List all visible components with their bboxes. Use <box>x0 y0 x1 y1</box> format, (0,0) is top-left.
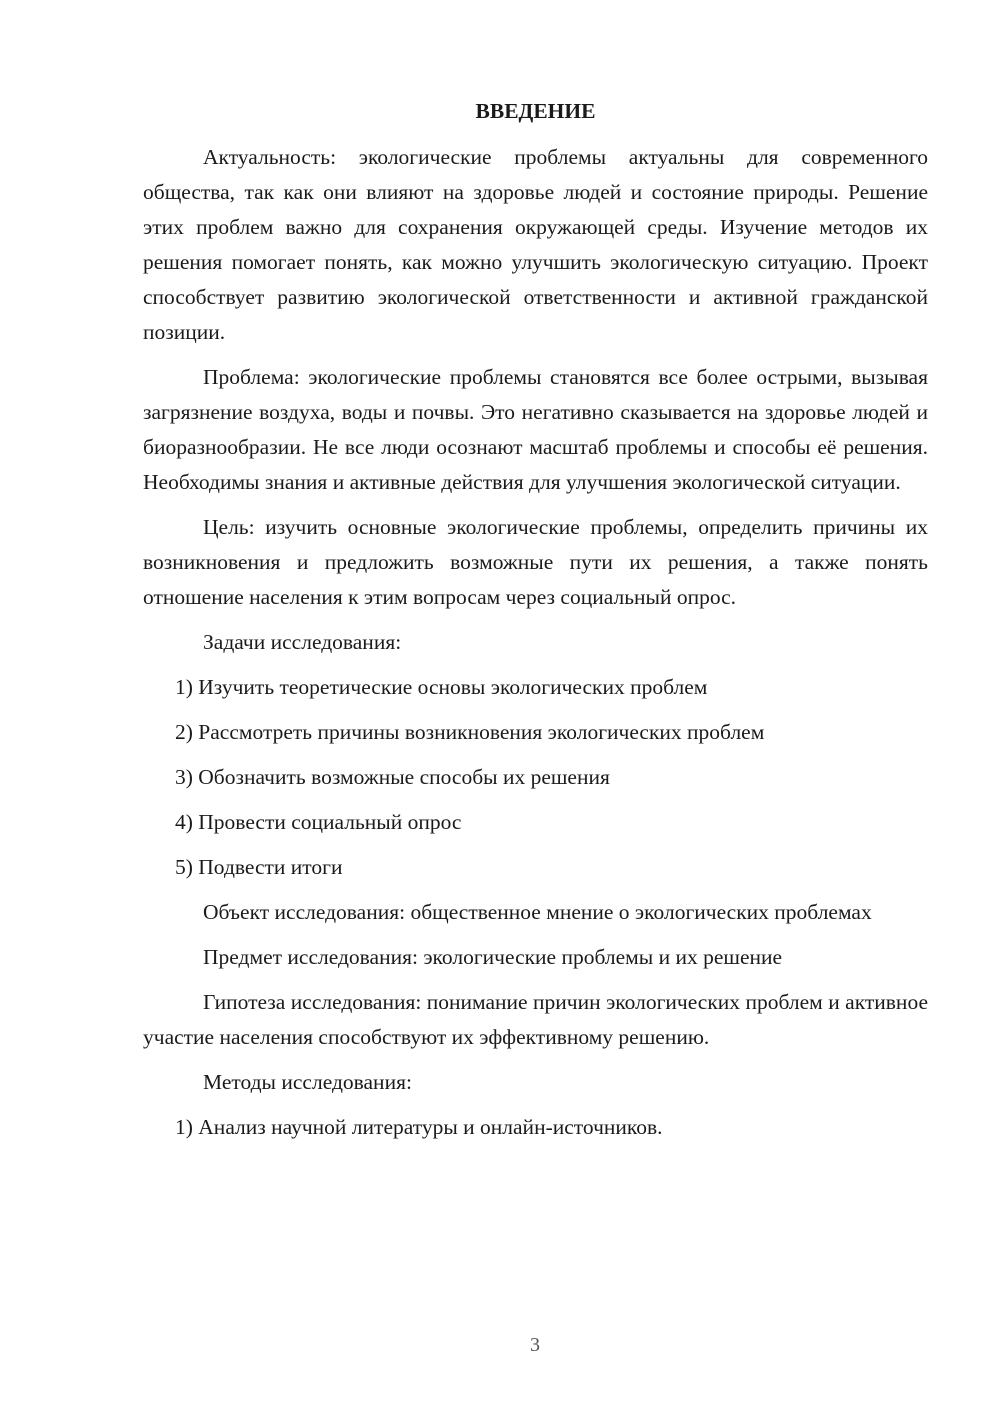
paragraph-subject: Предмет исследования: экологические проблемы и их решение <box>203 945 783 969</box>
tasks-list <box>143 670 928 885</box>
paragraph-goal: Цель: изучить основные экологические проблемы, определить причины их возникновения и предложить возможные пути их решения, а также понять отношение населения к этим вопросам через социальный опрос. <box>143 515 928 609</box>
list-item: 2) Рассмотреть причины возникновения экологических проблем <box>175 720 765 744</box>
page-title: ВВЕДЕНИЕ <box>475 99 596 123</box>
list-item: 5) Подвести итоги <box>175 855 343 879</box>
paragraph-problem: Проблема: экологические проблемы становятся все более острыми, вызывая загрязнение воздуха, воды и почвы. Это негативно сказывается на здоровье людей и биоразнообразии. Не все люди осознают масштаб проблемы и способы её решения. Необходимы знания и активные действия для улучшения экологической ситуации. <box>143 365 928 494</box>
page-number: 3 <box>530 1334 540 1356</box>
paragraph-object: Объект исследования: общественное мнение о экологических проблемах <box>203 900 872 924</box>
list-item: 4) Провести социальный опрос <box>175 810 462 834</box>
methods-list <box>143 1110 928 1145</box>
page-content <box>143 97 928 1155</box>
methods-heading: Методы исследования: <box>203 1070 412 1094</box>
paragraph-hypothesis: Гипотеза исследования: понимание причин экологических проблем и активное участие населения способствуют их эффективному решению. <box>143 990 928 1049</box>
list-item: 1) Анализ научной литературы и онлайн-источников. <box>175 1115 663 1139</box>
paragraph-relevance: Актуальность: экологические проблемы актуальны для современного общества, так как они влияют на здоровье людей и состояние природы. Решение этих проблем важно для сохранения окружающей среды. Изучение методов их решения помогает понять, как можно улучшить экологическую ситуацию. Проект способствует развитию экологической ответственности и активной гражданской позиции. <box>143 145 928 344</box>
list-item: 1) Изучить теоретические основы экологических проблем <box>175 675 708 699</box>
list-item: 3) Обозначить возможные способы их решения <box>175 765 610 789</box>
tasks-heading: Задачи исследования: <box>203 630 402 654</box>
